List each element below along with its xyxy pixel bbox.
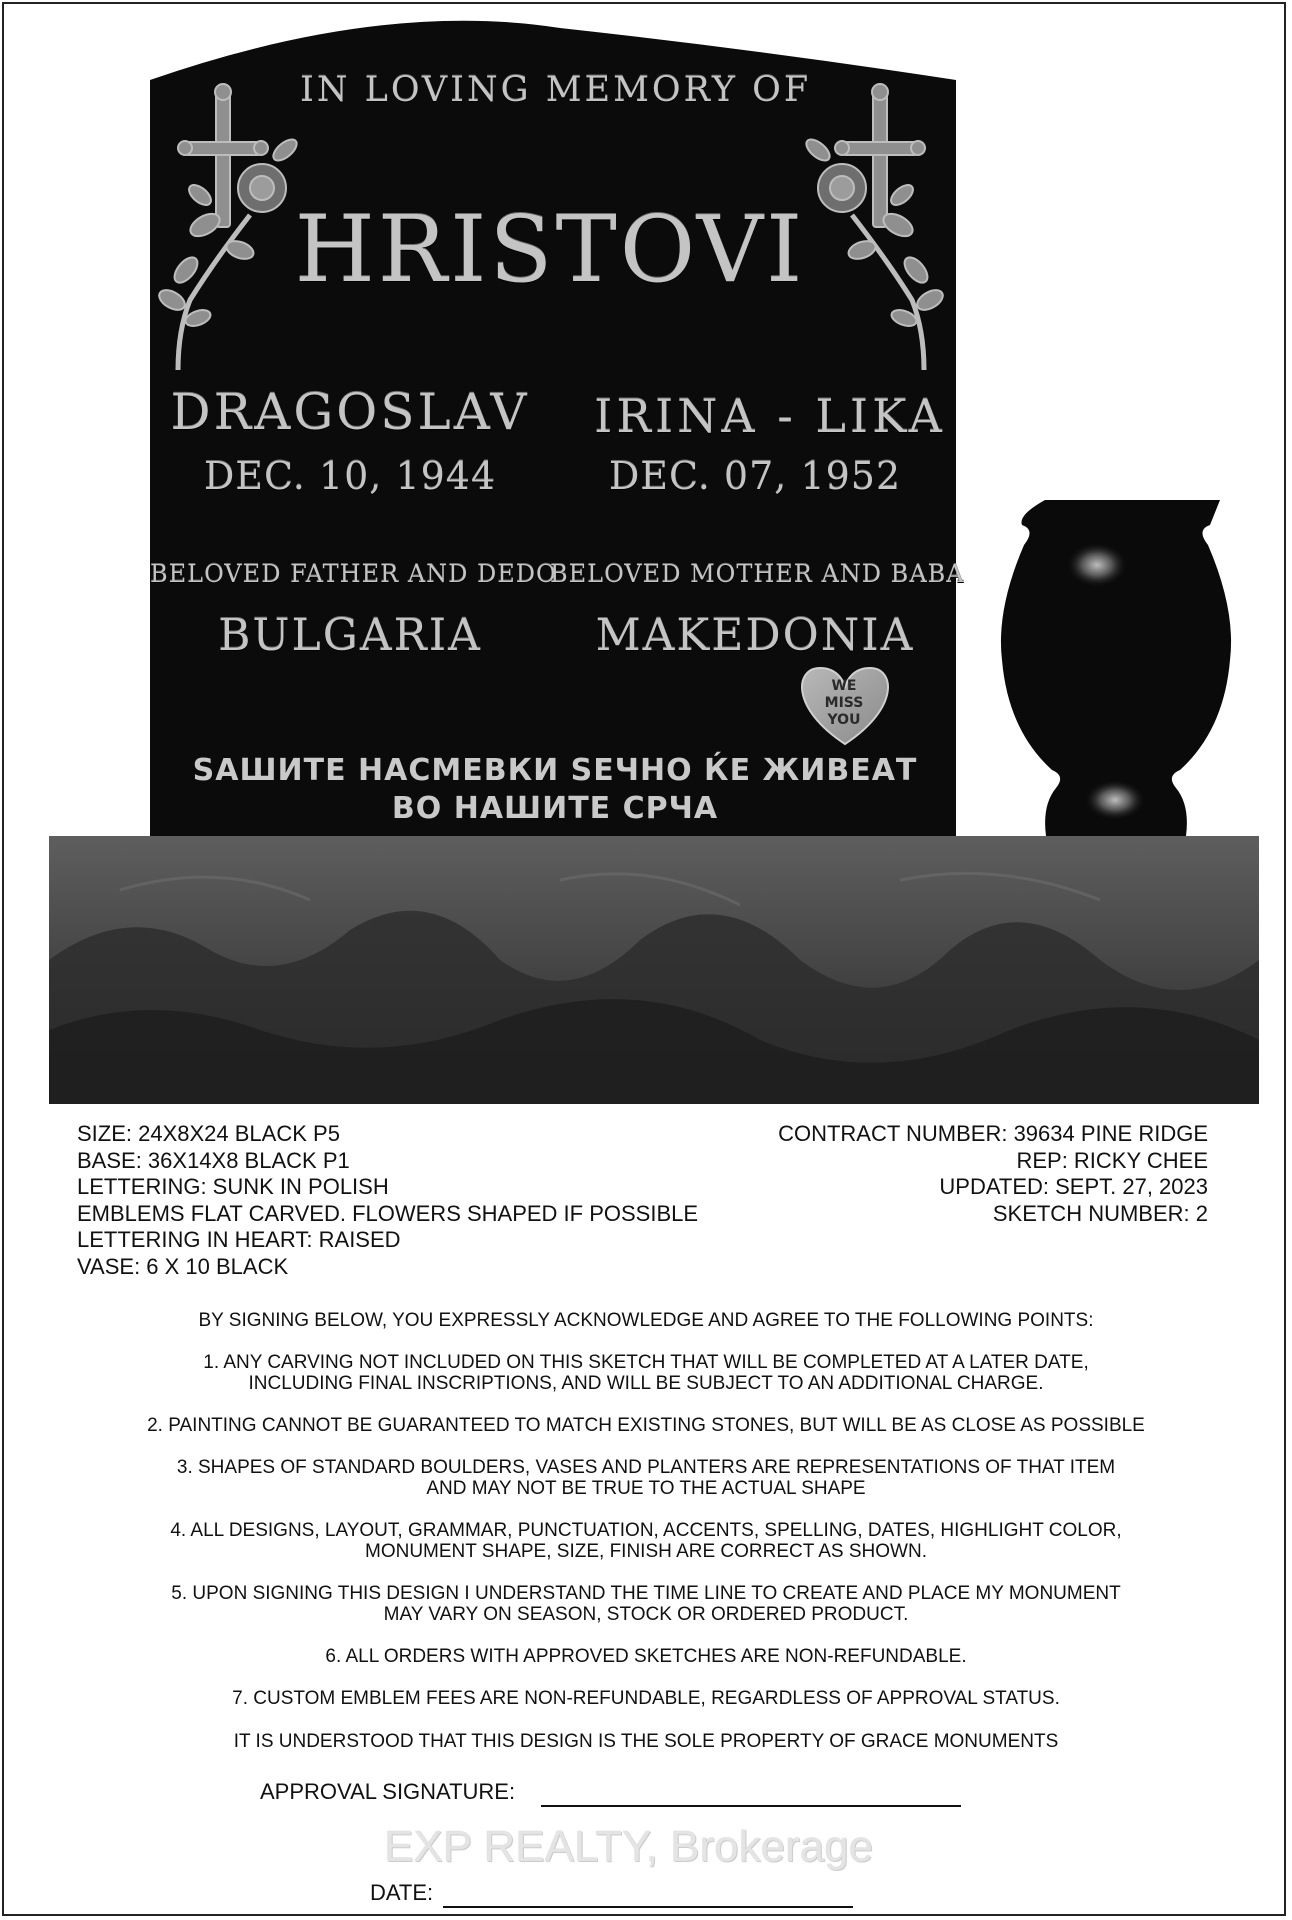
- contract-number: CONTRACT NUMBER: 39634 PINE RIDGE: [778, 1121, 1208, 1146]
- family-name: HRISTOVI: [294, 196, 806, 303]
- term-1: [40, 1352, 1252, 1394]
- left-epitaph: BELOVED FATHER AND DEDO: [150, 560, 557, 588]
- date-label: DATE:: [370, 1880, 434, 1905]
- term-5-line-1: 5. UPON SIGNING THIS DESIGN I UNDERSTAND THE TIME LINE TO CREATE AND PLACE MY MONUMENT: [171, 1583, 1121, 1604]
- spec-base: BASE: 36X14X8 BLACK P1: [77, 1147, 350, 1173]
- property-notice-text: IT IS UNDERSTOOD THAT THIS DESIGN IS THE SOLE PROPERTY OF GRACE MONUMENTS: [233, 1731, 1059, 1752]
- terms-intro: [40, 1310, 1252, 1331]
- heart-line-3: YOU: [827, 712, 861, 728]
- terms-intro-text: BY SIGNING BELOW, YOU EXPRESSLY ACKNOWLEDGE AND AGREE TO THE FOLLOWING POINTS:: [198, 1310, 1094, 1331]
- spec-emblems: EMBLEMS FLAT CARVED. FLOWERS SHAPED IF POSSIBLE: [77, 1200, 699, 1226]
- verse-inscription: [150, 752, 960, 828]
- spec-lettering: LETTERING: SUNK IN POLISH: [77, 1174, 389, 1200]
- property-notice: [40, 1731, 1252, 1752]
- contract-updated: UPDATED: SEPT. 27, 2023: [939, 1174, 1208, 1200]
- term-4: [40, 1520, 1252, 1562]
- verse-line-2: ВО НАШИТЕ СРЧА: [391, 791, 719, 826]
- heart-line-2: MISS: [824, 695, 864, 711]
- right-date: DEC. 07, 1952: [608, 454, 902, 498]
- term-4-line-1: 4. ALL DESIGNS, LAYOUT, GRAMMAR, PUNCTUATION, ACCENTS, SPELLING, DATES, HIGHLIGHT COLOR,: [170, 1520, 1122, 1541]
- spec-heart-lettering: LETTERING IN HEART: RAISED: [77, 1227, 401, 1253]
- date-field[interactable]: [443, 1906, 853, 1908]
- approval-signature-field[interactable]: [541, 1805, 961, 1807]
- spec-size: SIZE: 24X8X24 BLACK P5: [77, 1121, 340, 1146]
- left-date: DEC. 10, 1944: [203, 454, 497, 498]
- left-country: BULGARIA: [218, 610, 482, 661]
- term-5-line-2: MAY VARY ON SEASON, STOCK OR ORDERED PRODUCT.: [383, 1604, 909, 1625]
- right-country: MAKEDONIA: [595, 610, 915, 661]
- term-3: [40, 1457, 1252, 1499]
- vase: [1001, 500, 1231, 836]
- term-5: [40, 1583, 1252, 1625]
- contract-info: [778, 1121, 1208, 1227]
- term-6: [40, 1646, 1252, 1667]
- term-3-line-1: 3. SHAPES OF STANDARD BOULDERS, VASES AND PLANTERS ARE REPRESENTATIONS OF THAT ITEM: [176, 1457, 1116, 1478]
- heart-inscription: [800, 678, 888, 729]
- sketch-number: SKETCH NUMBER: 2: [992, 1200, 1208, 1226]
- specifications: [77, 1121, 698, 1281]
- term-2: [40, 1415, 1252, 1436]
- term-6-line-1: 6. ALL ORDERS WITH APPROVED SKETCHES ARE NON-REFUNDABLE.: [325, 1646, 967, 1667]
- heart-line-1: WE: [831, 678, 857, 694]
- term-7-line-1: 7. CUSTOM EMBLEM FEES ARE NON-REFUNDABLE, REGARDLESS OF APPROVAL STATUS.: [232, 1688, 1060, 1709]
- term-1-line-1: 1. ANY CARVING NOT INCLUDED ON THIS SKETCH THAT WILL BE COMPLETED AT A LATER DATE,: [203, 1352, 1089, 1373]
- watermark: EXP REALTY, Brokerage: [384, 1822, 874, 1871]
- term-7: [40, 1688, 1252, 1709]
- verse-line-1: ЅАШИТЕ НАСМЕВКИ ЅЕЧНО ЌЕ ЖИВЕАТ: [192, 753, 918, 788]
- contract-rep: REP: RICKY CHEE: [1016, 1147, 1208, 1173]
- term-3-line-2: AND MAY NOT BE TRUE TO THE ACTUAL SHAPE: [426, 1478, 866, 1499]
- term-1-line-2: INCLUDING FINAL INSCRIPTIONS, AND WILL BE SUBJECT TO AN ADDITIONAL CHARGE.: [248, 1373, 1044, 1394]
- memorial-header: IN LOVING MEMORY OF: [300, 70, 812, 110]
- term-4-line-2: MONUMENT SHAPE, SIZE, FINISH ARE CORRECT AS SHOWN.: [365, 1541, 927, 1562]
- right-name: IRINA - LIKA: [594, 389, 946, 443]
- term-2-line-1: 2. PAINTING CANNOT BE GUARANTEED TO MATCH EXISTING STONES, BUT WILL BE AS CLOSE AS POSSIBLE: [147, 1415, 1145, 1436]
- approval-signature-label: APPROVAL SIGNATURE:: [260, 1779, 516, 1804]
- spec-vase: VASE: 6 X 10 BLACK: [77, 1253, 289, 1279]
- left-name: DRAGOSLAV: [170, 383, 530, 441]
- right-epitaph: BELOVED MOTHER AND BABA: [550, 560, 965, 588]
